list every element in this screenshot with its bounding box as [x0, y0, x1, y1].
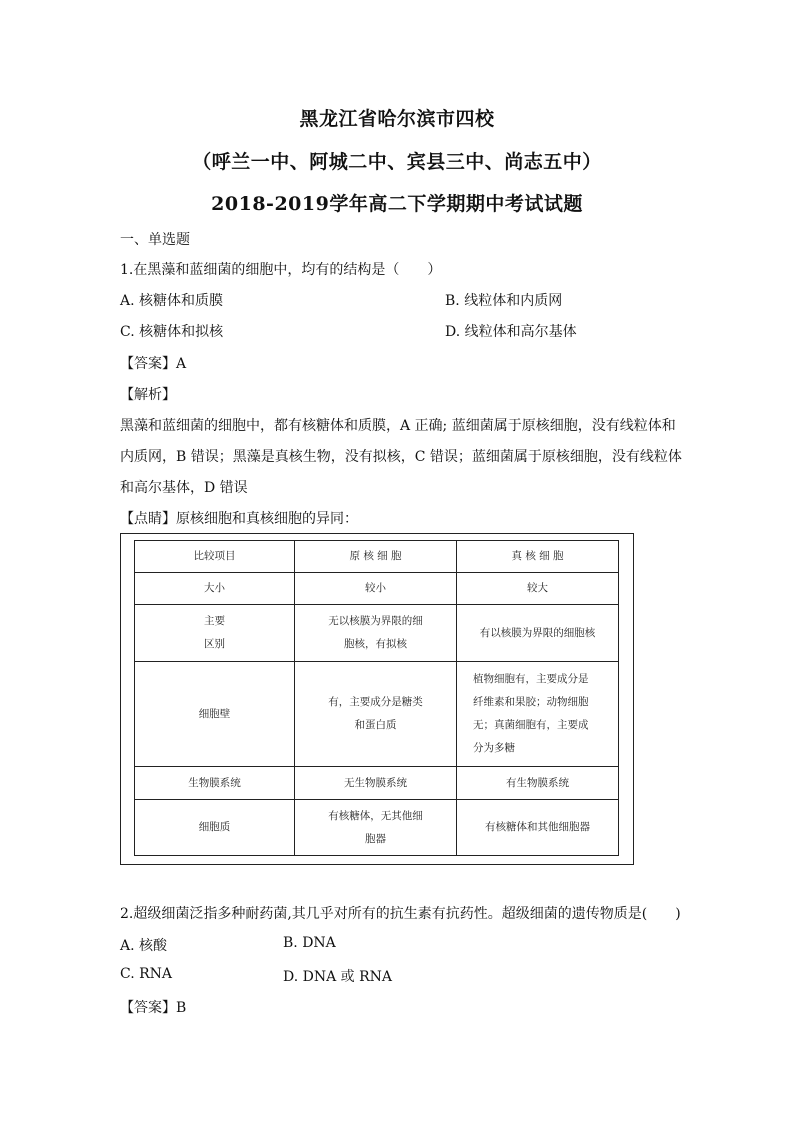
- table-row: [135, 662, 619, 767]
- table-header-cell: 比较项目: [135, 541, 295, 573]
- table-cell: 主要 区别: [135, 605, 295, 662]
- table-cell: 细胞质: [135, 800, 295, 856]
- table-cell: 大小: [135, 573, 295, 605]
- q2-option-b: B. DNA: [283, 935, 336, 951]
- q1-point: 【点睛】原核细胞和真核细胞的异同：: [120, 511, 358, 527]
- q1-option-a: A. 核糖体和质膜: [120, 293, 224, 309]
- q2-option-d: D. DNA 或 RNA: [283, 969, 393, 985]
- q1-option-b: B. 线粒体和内质网: [445, 293, 563, 309]
- q2-option-c: C. RNA: [120, 966, 173, 982]
- comparison-table: [134, 540, 619, 856]
- q2-option-a: A. 核酸: [120, 938, 168, 954]
- table-cell: 有生物膜系统: [457, 767, 619, 800]
- table-header-cell: 原 核 细 胞: [295, 541, 457, 573]
- q1-analysis-line: 黑藻和蓝细菌的细胞中，都有核糖体和质膜，A 正确; 蓝细菌属于原核细胞，没有线粒体和: [120, 418, 676, 434]
- table-header-cell: 真 核 细 胞: [457, 541, 619, 573]
- table-row: [135, 605, 619, 662]
- q2-stem: 2.超级细菌泛指多种耐药菌,其几乎对所有的抗生素有抗药性。超级细菌的遗传物质是( ): [120, 906, 681, 922]
- table-cell: 较小: [295, 573, 457, 605]
- table-cell: 有核糖体，无其他细 胞器: [295, 800, 457, 856]
- table-header-row: [135, 541, 619, 573]
- table-cell: 无生物膜系统: [295, 767, 457, 800]
- table-cell: 无以核膜为界限的细 胞核，有拟核: [295, 605, 457, 662]
- table-cell: 有以核膜为界限的细胞核: [457, 605, 619, 662]
- table-cell: 较大: [457, 573, 619, 605]
- q2-answer: 【答案】B: [120, 1000, 187, 1016]
- q1-option-d: D. 线粒体和高尔基体: [445, 324, 577, 340]
- table-row: [135, 573, 619, 605]
- table-row: [135, 767, 619, 800]
- q1-analysis-line: 内质网，B 错误；黑藻是真核生物，没有拟核，C 错误；蓝细菌属于原核细胞，没有线粒体: [120, 449, 682, 465]
- doc-title-line3: 2018-2019学年高二下学期期中考试试题: [211, 193, 583, 215]
- doc-title-line1: 黑龙江省哈尔滨市四校: [299, 108, 495, 130]
- table-cell: 有核糖体和其他细胞器: [457, 800, 619, 856]
- q1-answer: 【答案】A: [120, 356, 187, 372]
- table-cell: 生物膜系统: [135, 767, 295, 800]
- q1-option-c: C. 核糖体和拟核: [120, 324, 224, 340]
- q1-stem: 1.在黑藻和蓝细菌的细胞中，均有的结构是（ ）: [120, 262, 442, 278]
- q1-analysis-line: 和高尔基体，D 错误: [120, 480, 248, 496]
- table-row: [135, 800, 619, 856]
- table-cell: 有，主要成分是糖类 和蛋白质: [295, 662, 457, 767]
- section-label: 一、单选题: [120, 232, 190, 248]
- table-cell: 细胞壁: [135, 662, 295, 767]
- table-cell: 植物细胞有，主要成分是 纤维素和果胶；动物细胞 无；真菌细胞有，主要成 分为多糖: [457, 662, 619, 767]
- q1-analysis-label: 【解析】: [120, 387, 176, 403]
- doc-title-line2: （呼兰一中、阿城二中、宾县三中、尚志五中）: [192, 151, 602, 173]
